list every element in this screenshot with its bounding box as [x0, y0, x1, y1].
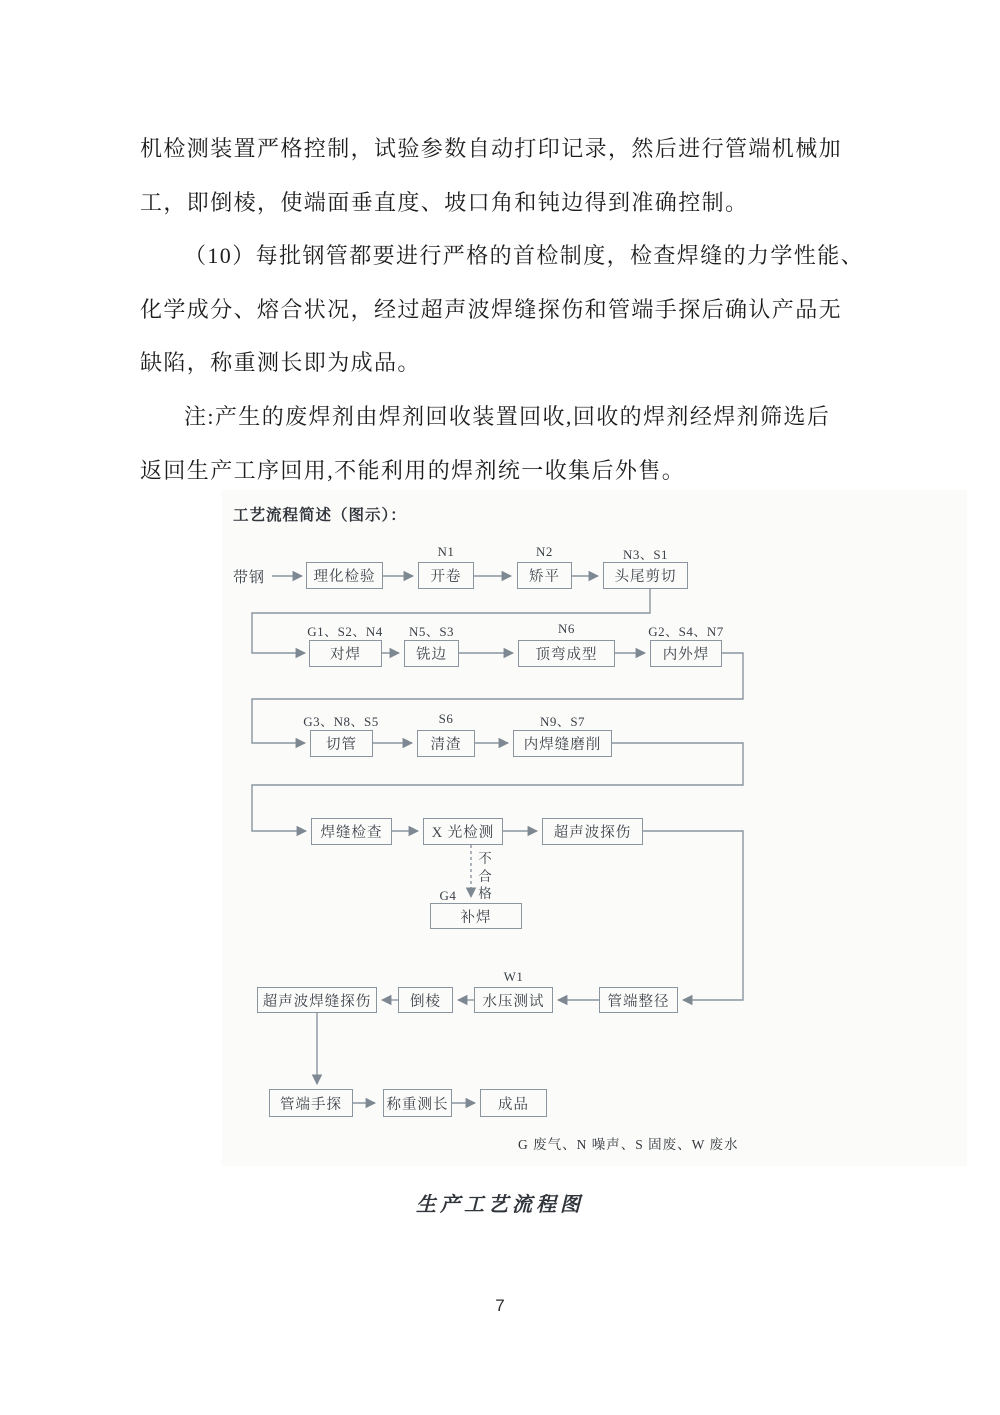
- page-number: 7: [495, 1296, 505, 1315]
- body-line: 缺陷，称重测长即为成品。: [140, 350, 421, 375]
- flow-node-ultrasonic: 超声波探伤: [542, 818, 643, 845]
- flow-note-n3-s1: N3、S1: [622, 547, 669, 562]
- flowchart-legend: G 废气、N 噪声、S 固废、W 废水: [518, 1137, 739, 1152]
- flow-node-level: 矫平: [517, 562, 572, 589]
- flow-node-ut-seam: 超声波焊缝探伤: [257, 987, 377, 1013]
- flow-note-n6: N6: [558, 621, 575, 636]
- flow-node-inner-outer-weld: 内外焊: [650, 640, 722, 667]
- flow-node-hydro-test: 水压测试: [474, 987, 553, 1013]
- flow-node-pipe-end-sizing: 管端整径: [599, 987, 678, 1013]
- flow-node-seam-inspect: 焊缝检查: [311, 818, 392, 845]
- flow-node-bend-form: 顶弯成型: [518, 640, 615, 667]
- flow-note-g3-n8-s5: G3、N8、S5: [303, 714, 379, 729]
- flow-node-pipe-cut: 切管: [310, 730, 373, 757]
- flow-node-repair-weld: 补焊: [430, 903, 522, 929]
- flow-node-xray: X 光检测: [423, 818, 503, 845]
- flow-node-weigh-measure: 称重测长: [383, 1089, 452, 1117]
- flow-node-head-tail-shear: 头尾剪切: [603, 562, 688, 589]
- flowchart-caption: 生产工艺流程图: [416, 1194, 584, 1216]
- flow-node-chamfer: 倒棱: [398, 987, 453, 1013]
- flow-note-n1: N1: [437, 544, 455, 559]
- body-line: 机检测装置严格控制，试验参数自动打印记录，然后进行管端机械加: [140, 136, 843, 161]
- flow-node-product: 成品: [480, 1089, 547, 1117]
- flow-node-uncoil: 开卷: [418, 562, 474, 589]
- flow-note-n5-s3: N5、S3: [408, 624, 455, 639]
- body-line: 返回生产工序回用,不能利用的焊剂统一收集后外售。: [140, 458, 686, 483]
- flow-node-inner-seam-grind: 内焊缝磨削: [513, 730, 612, 757]
- flow-note-g2-s4-n7: G2、S4、N7: [648, 624, 724, 639]
- body-line: 注:产生的废焊剂由焊剂回收装置回收,回收的焊剂经焊剂筛选后: [184, 404, 831, 429]
- flow-note-n9-s7: N9、S7: [539, 714, 586, 729]
- flow-note-w1: W1: [503, 969, 524, 984]
- flow-note-g4: G4: [439, 888, 457, 903]
- flow-note-n2: N2: [536, 544, 553, 559]
- body-line: 化学成分、熔合状况，经过超声波焊缝探伤和管端手探后确认产品无: [140, 297, 843, 322]
- flow-source-label: 带钢: [233, 570, 266, 586]
- flow-note-g1-s2-n4: G1、S2、N4: [307, 624, 383, 639]
- flow-node-phys-check: 理化检验: [306, 562, 383, 589]
- flowchart-title: 工艺流程简述（图示）：: [233, 507, 407, 524]
- flow-node-slag-clean: 清渣: [417, 730, 475, 757]
- body-line: （10）每批钢管都要进行严格的首检制度，检查焊缝的力学性能、: [184, 243, 865, 268]
- flow-node-pipe-end-probe: 管端手探: [269, 1089, 353, 1117]
- body-line: 工，即倒棱，使端面垂直度、坡口角和钝边得到准确控制。: [140, 190, 749, 215]
- flow-fail-label: 不合格: [478, 851, 492, 901]
- flow-node-edge-mill: 铣边: [404, 640, 459, 667]
- flow-node-butt-weld: 对焊: [309, 640, 382, 667]
- flow-note-s6: S6: [438, 711, 454, 726]
